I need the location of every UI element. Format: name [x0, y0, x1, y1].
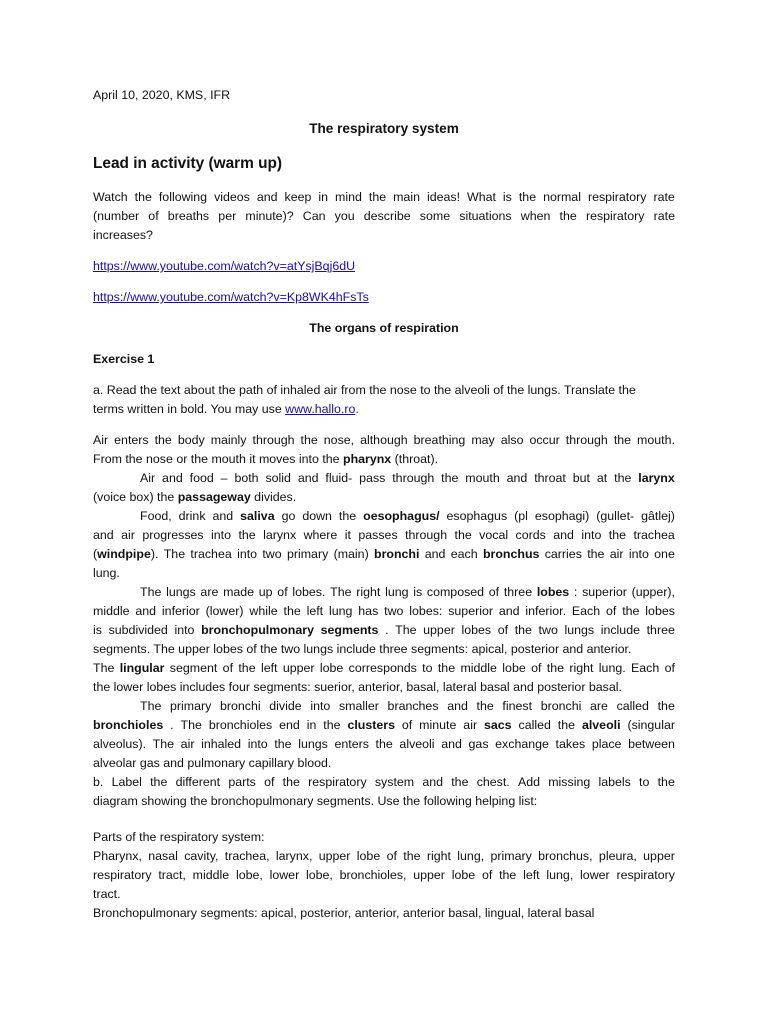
parts-list-line-3: tract.	[93, 887, 121, 901]
body-line-14: the lower lobes includes four segments: suerior, anterior, basal, lateral basal and posterior basal.	[93, 680, 622, 694]
date-line: April 10, 2020, KMS, IFR	[93, 88, 231, 102]
body-line-2: From the nose or the mouth it moves into the pharynx (throat).	[93, 452, 439, 466]
section-title: The organs of respiration	[309, 321, 459, 335]
lead-heading: Lead in activity (warm up)	[93, 155, 283, 172]
body-line-17: alveolus). The air inhaled into the lungs enters the alveoli and gas exchange takes place between	[93, 737, 675, 751]
body-line-1: Air enters the body mainly through the nose, although breathing may also occur through the mouth.	[93, 433, 675, 447]
body-line-6: and air progresses into the larynx where it passes through the vocal cords and into the trachea	[93, 528, 675, 542]
body-line-16: bronchioles . The bronchioles end in the clusters of minute air sacs called the alveoli (singular	[93, 718, 675, 732]
body-line-11: is subdivided into bronchopulmonary segments . The upper lobes of the two lungs include three	[93, 623, 675, 637]
body-line-12: segments. The upper lobes of the two lungs include three segments: apical, posterior and anterior.	[93, 642, 632, 656]
body-line-13: The lingular segment of the left upper lobe corresponds to the middle lobe of the right lung. Each of	[93, 661, 675, 675]
body-line-4: (voice box) the passageway divides.	[93, 490, 297, 504]
video-link-2[interactable]: https://www.youtube.com/watch?v=Kp8WK4hFsTs	[93, 290, 369, 304]
task-a-line-2: terms written in bold. You may use www.hallo.ro.	[93, 402, 359, 416]
task-b-line-2: diagram showing the bronchopulmonary segments. Use the following helping list:	[93, 794, 538, 808]
video-link-1[interactable]: https://www.youtube.com/watch?v=atYsjBqj6dU	[93, 259, 356, 273]
body-line-10: middle and inferior (lower) while the left lung has two lobes: superior and inferior. Each of the lobes	[93, 604, 675, 618]
intro-line-2: (number of breaths per minute)? Can you describe some situations when the respiratory rate	[93, 209, 675, 223]
body-line-15: The primary bronchi divide into smaller branches and the finest bronchi are called the	[140, 699, 675, 713]
intro-line-3: increases?	[93, 228, 153, 242]
body-line-3: Air and food – both solid and fluid- pass through the mouth and throat but at the larynx	[140, 471, 675, 485]
task-a-line-1: a. Read the text about the path of inhaled air from the nose to the alveoli of the lungs. Translate the	[93, 383, 636, 397]
body-line-8: lung.	[93, 566, 120, 580]
parts-list-line-1: Pharynx, nasal cavity, trachea, larynx, upper lobe of the right lung, primary bronchus, pleura, upper	[93, 849, 675, 863]
exercise-heading: Exercise 1	[93, 352, 155, 366]
task-b-line-1: b. Label the different parts of the respiratory system and the chest. Add missing labels to the	[93, 775, 675, 789]
body-line-9: The lungs are made up of lobes. The right lung is composed of three lobes : superior (upper),	[140, 585, 675, 599]
body-line-18: alveolar gas and pulmonary capillary blood.	[93, 756, 332, 770]
segments-line: Bronchopulmonary segments: apical, posterior, anterior, anterior basal, lingual, lateral basal	[93, 906, 595, 920]
body-line-7: (windpipe). The trachea into two primary (main) bronchi and each bronchus carries the air into one	[93, 547, 675, 561]
parts-heading: Parts of the respiratory system:	[93, 830, 265, 844]
body-line-5: Food, drink and saliva go down the oesophagus/ esophagus (pl esophagi) (gullet- gâtlej)	[140, 509, 675, 523]
hallo-link[interactable]: www.hallo.ro	[285, 402, 356, 416]
page-title: The respiratory system	[309, 121, 459, 136]
intro-line-1: Watch the following videos and keep in mind the main ideas! What is the normal respiratory rate	[93, 190, 675, 204]
parts-list-line-2: respiratory tract, middle lobe, lower lobe, bronchioles, upper lobe of the left lung, lower respiratory	[93, 868, 675, 882]
